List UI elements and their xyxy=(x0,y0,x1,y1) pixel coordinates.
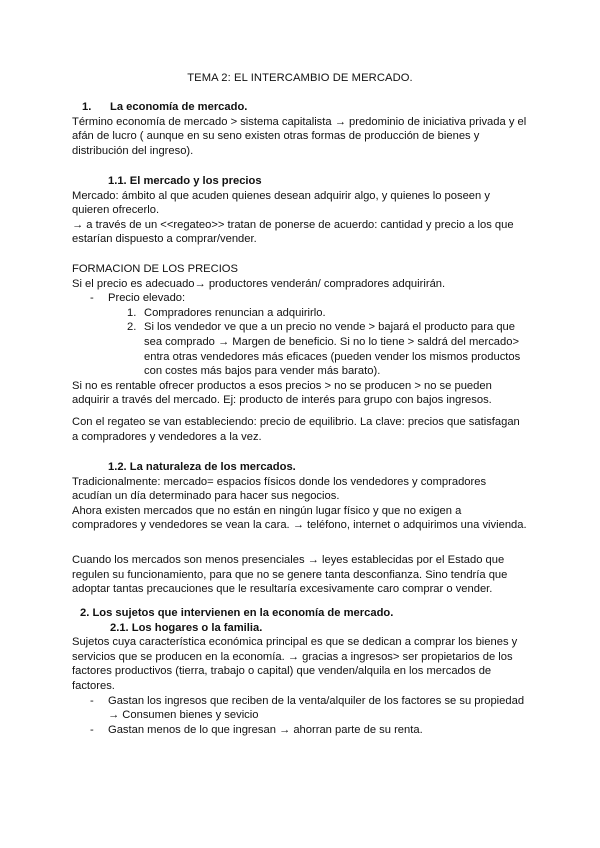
bullet-text: Gastan menos de lo que ingresan → ahorran parte de su renta. xyxy=(108,723,423,736)
bullet-text: Gastan los ingresos que reciben de la venta/alquiler de los factores se su propiedad → Consumen bienes y sevicio xyxy=(108,694,525,722)
list-item xyxy=(72,320,528,378)
list-text: Compradores renuncian a adquirirlo. xyxy=(144,306,326,319)
section-1-heading-text: La economía de mercado. xyxy=(110,101,248,113)
list-number: 1. xyxy=(127,306,137,319)
section-1-2-heading: 1.2. La naturaleza de los mercados. xyxy=(108,461,296,473)
equilibrio-paragraph: Con el regateo se van estableciendo: precio de equilibrio. La clave: precios que satisfagan a compradores y vendedores a la vez. xyxy=(72,415,520,443)
section-1 xyxy=(72,100,528,158)
section-2-heading: 2. Los sujetos que intervienen en la economía de mercado. xyxy=(80,607,394,619)
section-1-1-heading: 1.1. El mercado y los precios xyxy=(108,175,262,187)
bullet-text: Precio elevado: xyxy=(108,292,186,305)
section-1-2 xyxy=(72,460,528,597)
sujetos-paragraph: Sujetos cuya característica económica principal es que se dedican a comprar los bienes y servicios que se producen en la economía. → gracias a ingresos> ser propietarios de los factores productivos (tierra, trabajo o capital) que venden/alquila en los mercados de factores. xyxy=(72,636,518,692)
section-1-heading xyxy=(72,100,528,115)
regateo-paragraph: → a través de un <<regateo>> tratan de ponerse de acuerdo: cantidad y precio a los que estarían dispuesto a comprar/vender. xyxy=(72,218,514,246)
list-item xyxy=(72,723,528,738)
section-1-paragraph: Término economía de mercado > sistema capitalista → predominio de iniciativa privada y el afán de lucro ( aunque en su seno existen otras formas de producción de bienes y distribución del ingreso). xyxy=(72,115,527,157)
list-item xyxy=(72,306,528,321)
dash-marker: - xyxy=(90,723,94,736)
mercado-definition: Mercado: ámbito al que acuden quienes desean adquirir algo, y quienes lo poseen y quieren ofrecerlo. xyxy=(72,189,490,217)
formacion-heading: FORMACION DE LOS PRECIOS xyxy=(72,263,238,275)
list-item xyxy=(72,694,528,723)
section-1-1 xyxy=(72,174,528,247)
list-text: Si los vendedor ve que a un precio no vende > bajará el producto para que sea comprado → Margen de beneficio. Si no lo tiene > saldrá del mercado> entra otras vendedores más eficaces (pueden vender los mismos productos con costes más bajos para vender más barato). xyxy=(144,321,521,378)
section-1-number: 1. xyxy=(82,101,92,113)
section-2-1-heading: 2.1. Los hogares o la familia. xyxy=(110,621,263,634)
no-rentable-paragraph: Si no es rentable ofrecer productos a esos precios > no se producen > no se pueden adquirir a través del mercado. Ej: producto de interés para grupo con bajos ingresos. xyxy=(72,379,492,407)
precio-elevado-bullet xyxy=(72,291,528,306)
section-2 xyxy=(72,606,528,737)
dash-marker: - xyxy=(90,292,94,305)
dash-marker: - xyxy=(90,694,94,707)
formacion-precios xyxy=(72,262,528,444)
list-number: 2. xyxy=(127,321,137,334)
ahora-paragraph: Ahora existen mercados que no están en ningún lugar físico y que no exigen a compradores y vendedores se vean la cara. → teléfono, internet o adquirimos una vivienda. xyxy=(72,504,527,532)
tradicional-paragraph: Tradicionalmente: mercado= espacios físicos donde los vendedores y compradores acudían un día determinado para hacer sus negocios. xyxy=(72,475,487,503)
leyes-paragraph: Cuando los mercados son menos presenciales → leyes establecidas por el Estado que regulen su funcionamiento, para que no se genere tanta desconfianza. Sino tendría que adoptar tantas precauciones que le resultaría excesivamente caro comprar o vender. xyxy=(72,553,508,596)
document-title: TEMA 2: EL INTERCAMBIO DE MERCADO. xyxy=(187,72,413,84)
precio-adecuado: Si el precio es adecuado→ productores venderán/ compradores adquirirán. xyxy=(72,277,446,290)
